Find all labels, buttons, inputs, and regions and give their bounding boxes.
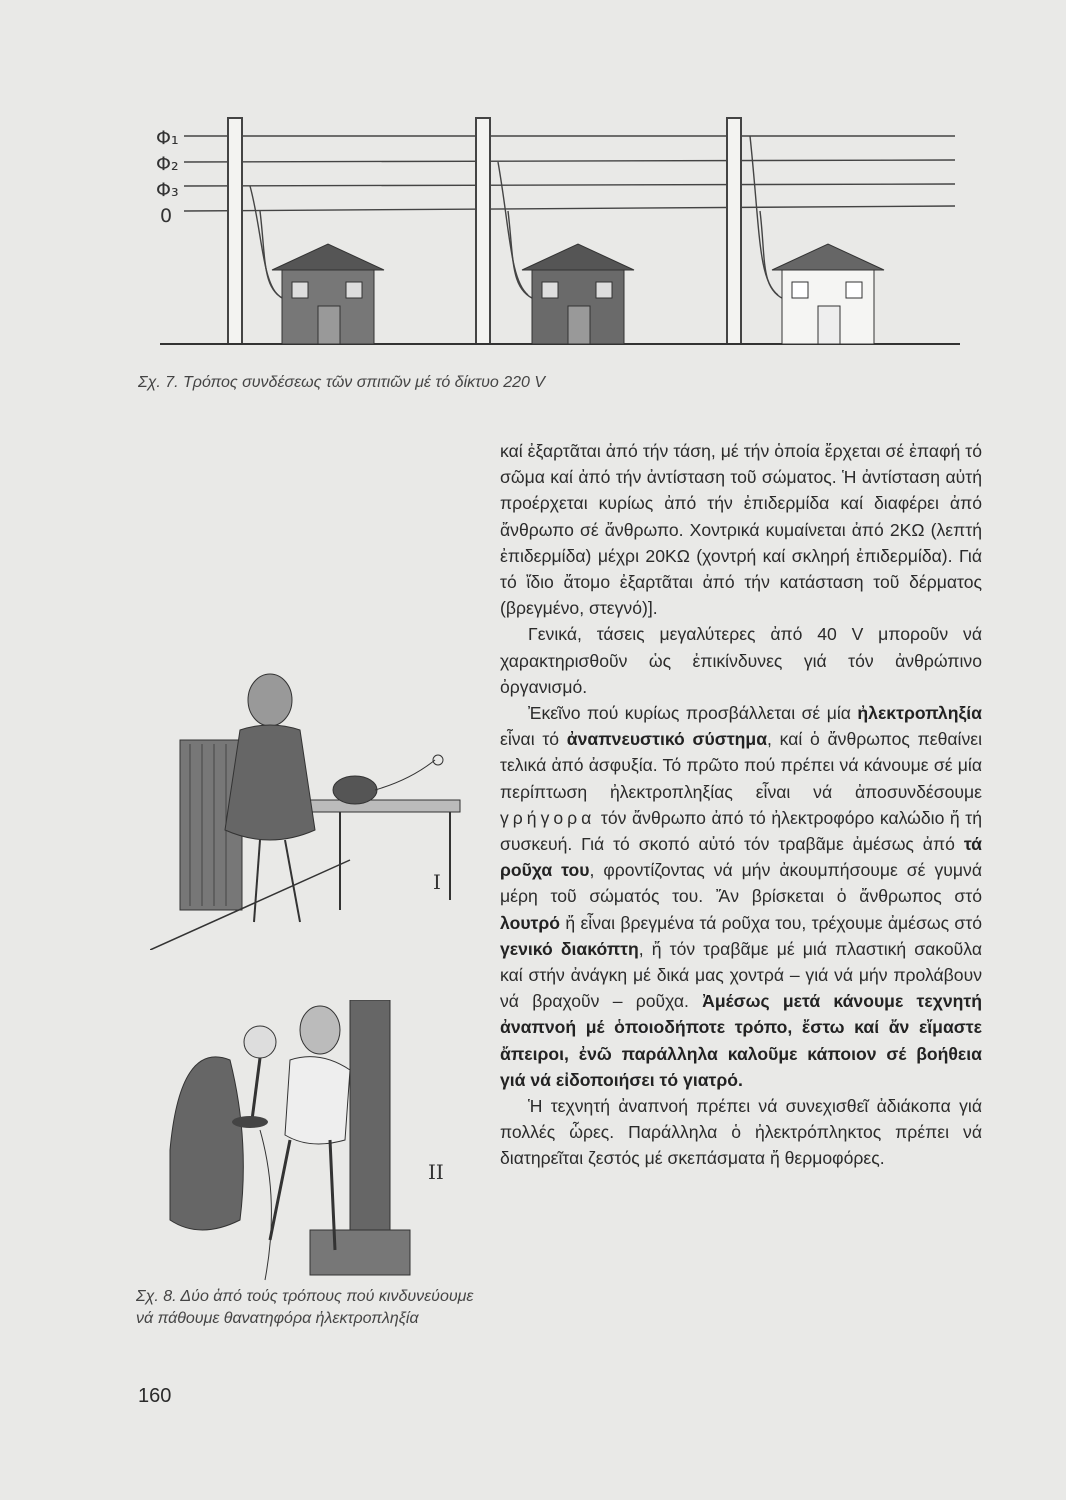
p3-text-h: , ἤ τόν τραβᾶμε μέ μιά πλαστική σακοῦλα καί στήν ἀνάγκη μέ δικά μας χοντρά – γιά νά μήν προλάβουν νά βραχοῦν – ροῦχα. [500, 938, 982, 1012]
p3-bold-respiratory-system: ἀναπνευστικό σύστημα [566, 729, 768, 750]
page-number: 160 [138, 1385, 172, 1407]
phase-label-3: Φ₃ [156, 179, 179, 201]
p3-bold-electrocution: ἠλεκτροπληξία [857, 703, 982, 724]
phase-label-1: Φ₁ [156, 127, 179, 149]
p3-text-e: τόν ἄνθρωπο ἀπό τό ἠλεκτροφόρο καλώδιο ἤ τή συσκευή. Γιά τό σκοπό αὐτό τόν τραβᾶμε ἀμέσως ἀπό [500, 807, 982, 855]
p3-text-a: Ἐκεῖνο πού κυρίως προσβάλλεται σέ μία [528, 703, 858, 724]
house-1 [272, 244, 384, 344]
p3-bold-bathroom: λουτρό [500, 912, 561, 933]
figure-8-panel-2-illustration [160, 1000, 460, 1285]
neutral-label: 0 [160, 205, 173, 227]
house-2 [522, 244, 634, 344]
power-lines [184, 136, 955, 211]
phase-label-2: Φ₂ [156, 153, 179, 175]
house-3 [772, 244, 884, 344]
body-text [500, 438, 982, 1172]
paragraph-4: Ἡ τεχνητή ἀναπνοή πρέπει νά συνεχισθεῖ ἀδιάκοπα γιά πολλές ὧρες. Παράλληλα ὁ ἠλεκτρόπληκτος πρέπει νά διατηρεῖται ζεστός μέ σκεπάσματα ἤ θερμοφόρες. [500, 1096, 982, 1169]
panel-label-i: I [433, 870, 441, 894]
p3-text-c: εἶναι τό [500, 729, 567, 750]
figure-8-panel-1-illustration [150, 660, 470, 950]
p3-bold-clothes: τά ροῦχα του [500, 834, 982, 881]
figure-7-illustration [150, 110, 960, 370]
figure-7-caption: Σχ. 7. Τρόπος συνδέσεως τῶν σπιτιῶν μέ τό δίκτυο 220 V [138, 374, 546, 391]
paragraph-3 [500, 700, 982, 1093]
p3-bold-main-switch: γενικό διακόπτη [500, 938, 639, 959]
figure-8-caption: Σχ. 8. Δύο ἀπό τούς τρόπους πού κινδυνεύουμε νά πάθουμε θανατηφόρα ἠλεκτροπληξία [136, 1288, 474, 1327]
paragraph-2: Γενικά, τάσεις μεγαλύτερες ἀπό 40 V μποροῦν νά χαρακτηρισθοῦν ὡς ἐπικίνδυνες γιά τόν ἀνθρώπινο ὀργανισμό. [500, 624, 982, 697]
p3-text-d: , καί ὁ ἄνθρωπος πεθαίνει τελικά ἀπό ἀσφυξία. Τό πρῶτο πού πρέπει νά κάνουμε σέ μία περίπτωση ἠλεκτροπληξίας εἶναι νά ἀποσυνδέσουμε [500, 729, 983, 802]
p3-spaced-quickly: γρήγορα [500, 807, 596, 828]
paragraph-1: καί ἐξαρτᾶται ἀπό τήν τάση, μέ τήν ὁποία ἔρχεται σέ ἐπαφή τό σῶμα καί ἀπό τήν ἀντίσταση τοῦ σώματος. Ἡ ἀντίσταση αὐτή προέρχεται κυρίως ἀπό τήν ἐπιδερμίδα καί διαφέρει ἀπό ἄνθρωπο σέ ἄνθρωπο. Χοντρικά κυμαίνεται ἀπό 2ΚΩ (λεπτή ἐπιδερμίδα) μέχρι 20ΚΩ (χοντρή καί σκληρή ἐπιδερμίδα). Γιά τό ἴδιο ἄτομο ἐξαρτᾶται ἀπό τήν κατάσταση τοῦ δέρματος (βρεγμένο, στεγνό)]. [500, 441, 982, 619]
p3-text-f: , φροντίζοντας νά μήν ἀκουμπήσουμε σέ γυμνά μέρη τοῦ σώματός του. Ἄν βρίσκεται ὁ ἄνθρωπος στό [500, 860, 983, 907]
p3-bold-artificial-respiration: Ἀμέσως μετά κάνουμε τεχνητή ἀναπνοή μέ ὁποιοδήποτε τρόπο, ἔστω καί ἄν εἴμαστε ἄπειροι, ἐνῶ παράλληλα καλοῦμε κάποιον σέ βοήθεια γιά νά εἰδοποιήσει τό γιατρό. [500, 991, 982, 1090]
panel-label-ii: II [428, 1160, 444, 1184]
p3-text-g: ἤ εἶναι βρεγμένα τά ροῦχα του, τρέχουμε ἀμέσως στό [560, 912, 982, 933]
